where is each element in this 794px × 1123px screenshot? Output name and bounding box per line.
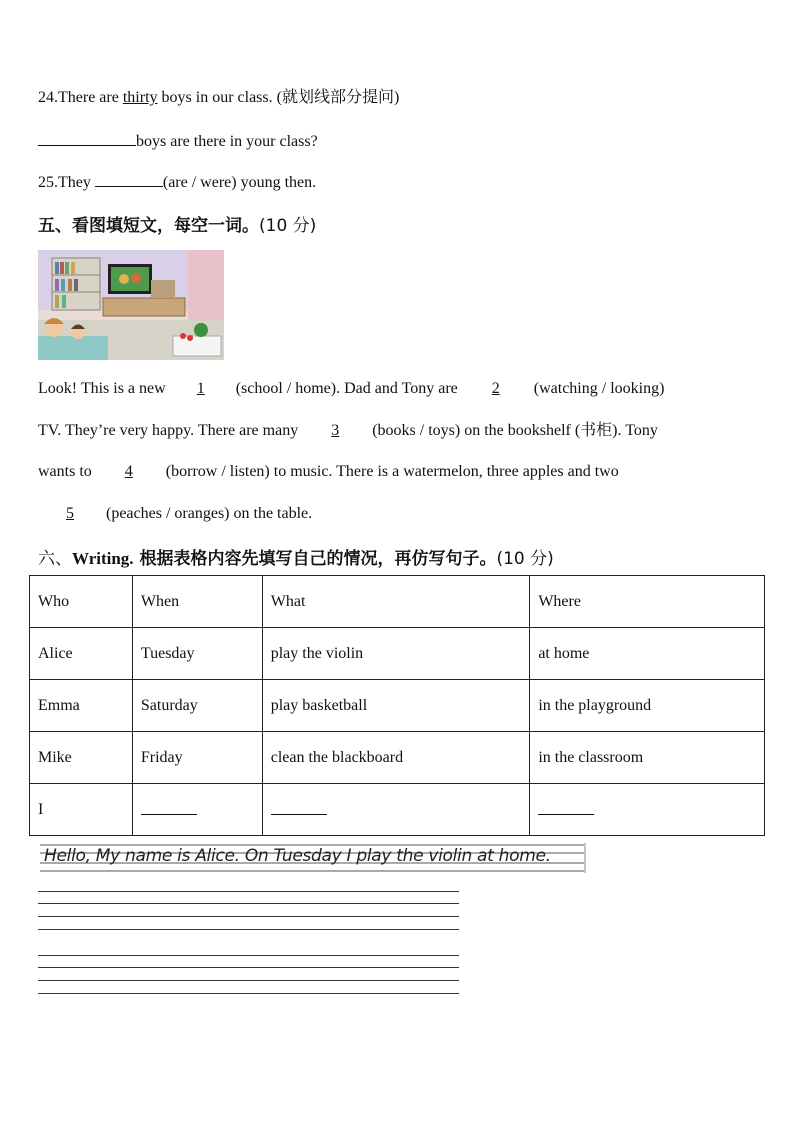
sample-handwriting	[38, 841, 586, 875]
sample-sentence: Hello, My name is Alice. On Tuesday I play the violin at home.	[44, 846, 551, 866]
question-24-answer-line: boys are there in your class?	[38, 130, 318, 152]
writing-line	[38, 955, 459, 956]
blank-2[interactable]: 2	[491, 380, 500, 397]
section-6-heading: 六、Writing. 根据表格内容先填写自己的情况，再仿写句子。(10 分)	[38, 549, 554, 569]
when-blank[interactable]	[141, 800, 197, 815]
answer-blank[interactable]	[95, 171, 163, 187]
underlined-word: thirty	[122, 89, 158, 106]
question-number: 24.	[38, 89, 58, 106]
question-number: 25.	[38, 174, 58, 191]
table-row: Alice Tuesday play the violin at home	[30, 628, 765, 680]
passage-line-3: wants to 4 (borrow / listen) to music. There is a watermelon, three apples and two	[38, 463, 619, 480]
answer-blank[interactable]	[38, 130, 136, 146]
writing-line	[38, 903, 459, 904]
blank-5[interactable]: 5	[66, 505, 74, 522]
bookshelf-icon	[52, 258, 100, 310]
question-25: 25.They (are / were) young then.	[38, 171, 316, 193]
table-row-self: I	[30, 784, 765, 836]
section-5-heading: 五、看图填短文，每空一词。(10 分)	[38, 216, 317, 236]
table-row: Emma Saturday play basketball in the playground	[30, 680, 765, 732]
writing-line	[38, 993, 459, 994]
header-when: When	[132, 576, 262, 628]
passage-line-1: Look! This is a new 1 (school / home). Dad and Tony are 2 (watching / looking)	[38, 380, 665, 397]
header-who: Who	[30, 576, 133, 628]
writing-table	[29, 575, 765, 836]
blank-4[interactable]: 4	[124, 463, 133, 480]
table-row: Mike Friday clean the blackboard in the classroom	[30, 732, 765, 784]
header-where: Where	[530, 576, 765, 628]
living-room-picture	[38, 250, 224, 360]
blank-1[interactable]: 1	[196, 380, 205, 397]
what-blank[interactable]	[271, 800, 327, 815]
writing-line	[38, 967, 459, 968]
blank-3[interactable]: 3	[331, 422, 340, 439]
writing-line	[38, 891, 459, 892]
writing-line	[38, 980, 459, 981]
header-what: What	[262, 576, 530, 628]
passage-line-2: TV. They’re very happy. There are many 3 (books / toys) on the bookshelf (书柜). Tony	[38, 422, 658, 439]
where-blank[interactable]	[538, 800, 594, 815]
writing-line	[38, 916, 459, 917]
writing-line	[38, 929, 459, 930]
table-header-row	[30, 576, 765, 628]
question-24: 24.There are thirty boys in our class. (就划线部分提问)	[38, 89, 400, 106]
passage-line-4: 5 (peaches / oranges) on the table.	[38, 504, 312, 524]
